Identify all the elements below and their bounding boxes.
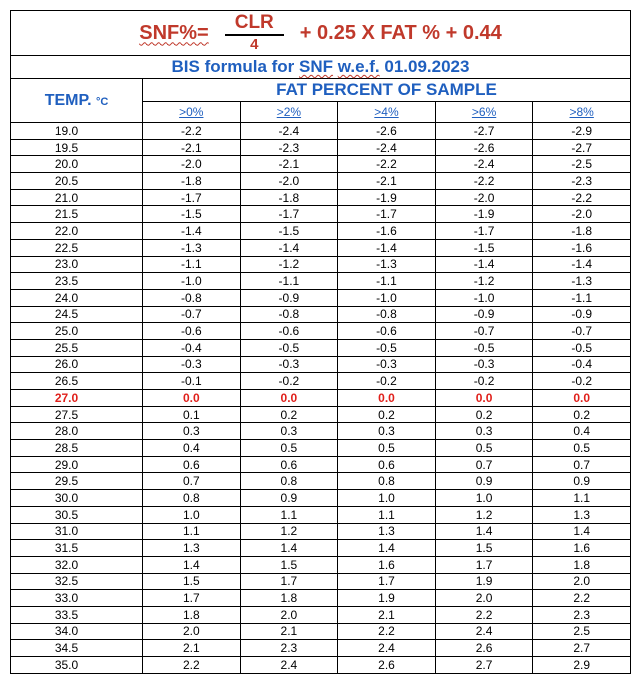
table-row xyxy=(11,256,631,273)
temp-cell: 23.0 xyxy=(11,256,143,273)
correction-cell: 2.7 xyxy=(533,640,631,657)
correction-cell: -2.0 xyxy=(435,189,533,206)
temp-column-header xyxy=(11,79,143,123)
formula-row xyxy=(11,11,631,56)
correction-cell: -2.7 xyxy=(435,123,533,140)
correction-cell: 2.0 xyxy=(533,573,631,590)
correction-cell: 0.5 xyxy=(240,440,338,457)
table-row xyxy=(11,606,631,623)
correction-cell: 1.4 xyxy=(240,540,338,557)
correction-cell: 2.9 xyxy=(533,657,631,674)
correction-cell: 1.0 xyxy=(435,490,533,507)
fat-column-header: >8% xyxy=(533,102,631,123)
correction-cell: -0.9 xyxy=(533,306,631,323)
fat-column-header: >2% xyxy=(240,102,338,123)
temp-cell: 27.5 xyxy=(11,406,143,423)
table-row xyxy=(11,423,631,440)
table-row xyxy=(11,523,631,540)
table-row xyxy=(11,540,631,557)
correction-cell: 0.7 xyxy=(533,456,631,473)
correction-cell: 2.5 xyxy=(533,623,631,640)
table-row xyxy=(11,239,631,256)
fat-column-header: >6% xyxy=(435,102,533,123)
correction-cell: 0.8 xyxy=(240,473,338,490)
correction-cell: -0.4 xyxy=(143,339,241,356)
correction-cell: 0.8 xyxy=(143,490,241,507)
correction-cell: -2.1 xyxy=(338,173,436,190)
correction-cell: -1.7 xyxy=(240,206,338,223)
correction-cell: -1.7 xyxy=(435,223,533,240)
correction-cell: -1.6 xyxy=(533,239,631,256)
correction-cell: -1.4 xyxy=(338,239,436,256)
table-row xyxy=(11,590,631,607)
correction-cell: -0.6 xyxy=(240,323,338,340)
correction-cell: 1.3 xyxy=(143,540,241,557)
temp-cell: 25.0 xyxy=(11,323,143,340)
fat-column-header: >4% xyxy=(338,102,436,123)
temp-cell: 31.5 xyxy=(11,540,143,557)
correction-cell: -1.5 xyxy=(435,239,533,256)
temp-unit: °C xyxy=(95,95,109,108)
temp-cell: 24.0 xyxy=(11,289,143,306)
fat-percent-header: FAT PERCENT OF SAMPLE xyxy=(143,79,631,102)
correction-cell: -0.3 xyxy=(338,356,436,373)
correction-cell: 0.8 xyxy=(338,473,436,490)
correction-cell: -1.4 xyxy=(435,256,533,273)
correction-cell: 2.1 xyxy=(240,623,338,640)
correction-cell: -1.5 xyxy=(240,223,338,240)
correction-cell: -1.0 xyxy=(338,289,436,306)
correction-cell: 2.3 xyxy=(240,640,338,657)
correction-cell: -1.9 xyxy=(338,189,436,206)
correction-cell: 1.8 xyxy=(533,556,631,573)
correction-cell: -2.0 xyxy=(533,206,631,223)
correction-cell: 1.3 xyxy=(338,523,436,540)
correction-cell: 2.3 xyxy=(533,606,631,623)
correction-cell: -0.2 xyxy=(338,373,436,390)
temp-cell: 32.5 xyxy=(11,573,143,590)
correction-cell: -1.1 xyxy=(533,289,631,306)
table-row xyxy=(11,440,631,457)
temp-cell: 20.0 xyxy=(11,156,143,173)
correction-cell: -0.7 xyxy=(435,323,533,340)
correction-cell: -1.7 xyxy=(338,206,436,223)
correction-cell: -0.3 xyxy=(240,356,338,373)
correction-cell: 1.1 xyxy=(240,506,338,523)
correction-cell: -0.8 xyxy=(338,306,436,323)
correction-cell: 0.5 xyxy=(533,440,631,457)
correction-cell: -0.6 xyxy=(143,323,241,340)
temp-cell: 22.0 xyxy=(11,223,143,240)
correction-cell: -0.7 xyxy=(533,323,631,340)
correction-cell: -0.5 xyxy=(533,339,631,356)
correction-cell: -0.2 xyxy=(435,373,533,390)
table-row xyxy=(11,306,631,323)
correction-cell: 1.9 xyxy=(435,573,533,590)
correction-cell: -2.2 xyxy=(143,123,241,140)
temp-cell: 25.5 xyxy=(11,339,143,356)
correction-cell: -2.2 xyxy=(338,156,436,173)
correction-cell: 0.9 xyxy=(533,473,631,490)
correction-cell: -1.8 xyxy=(240,189,338,206)
temp-cell: 29.0 xyxy=(11,456,143,473)
temp-cell: 27.0 xyxy=(11,390,143,407)
correction-cell: 2.2 xyxy=(143,657,241,674)
correction-cell: -1.3 xyxy=(338,256,436,273)
subtitle-part: w.e.f. xyxy=(337,57,380,76)
table-row xyxy=(11,323,631,340)
correction-cell: -0.5 xyxy=(240,339,338,356)
correction-cell: -2.0 xyxy=(240,173,338,190)
correction-cell: 1.9 xyxy=(338,590,436,607)
correction-cell: 0.2 xyxy=(338,406,436,423)
correction-cell: -2.3 xyxy=(533,173,631,190)
correction-cell: 0.2 xyxy=(435,406,533,423)
temp-cell: 30.0 xyxy=(11,490,143,507)
temp-cell: 26.0 xyxy=(11,356,143,373)
correction-cell: -2.5 xyxy=(533,156,631,173)
correction-cell: 1.7 xyxy=(143,590,241,607)
correction-cell: -0.2 xyxy=(533,373,631,390)
correction-cell: -1.3 xyxy=(533,273,631,290)
temp-cell: 23.5 xyxy=(11,273,143,290)
table-row xyxy=(11,156,631,173)
table-row xyxy=(11,406,631,423)
fraction-numerator: CLR xyxy=(225,12,284,36)
correction-cell: -1.5 xyxy=(143,206,241,223)
correction-cell: 0.6 xyxy=(143,456,241,473)
correction-cell: 1.0 xyxy=(338,490,436,507)
correction-cell: 0.5 xyxy=(435,440,533,457)
subtitle-row xyxy=(11,56,631,79)
correction-cell: -1.9 xyxy=(435,206,533,223)
table-row xyxy=(11,640,631,657)
correction-cell: 1.4 xyxy=(435,523,533,540)
correction-cell: 0.2 xyxy=(240,406,338,423)
correction-cell: 0.0 xyxy=(143,390,241,407)
correction-cell: -2.1 xyxy=(143,139,241,156)
temp-cell: 32.0 xyxy=(11,556,143,573)
snf-formula xyxy=(11,11,630,55)
table-row xyxy=(11,289,631,306)
table-row xyxy=(11,339,631,356)
correction-cell: 0.3 xyxy=(435,423,533,440)
temp-cell: 30.5 xyxy=(11,506,143,523)
correction-cell: -0.4 xyxy=(533,356,631,373)
correction-cell: -2.9 xyxy=(533,123,631,140)
correction-cell: 0.0 xyxy=(435,390,533,407)
correction-cell: 0.7 xyxy=(435,456,533,473)
correction-cell: 1.1 xyxy=(143,523,241,540)
subtitle-part: SNF xyxy=(299,57,334,76)
correction-cell: 1.7 xyxy=(435,556,533,573)
temp-cell: 21.5 xyxy=(11,206,143,223)
table-row xyxy=(11,490,631,507)
correction-cell: -2.7 xyxy=(533,139,631,156)
correction-cell: 0.0 xyxy=(240,390,338,407)
correction-cell: 0.4 xyxy=(533,423,631,440)
correction-cell: -2.4 xyxy=(240,123,338,140)
correction-cell: 0.3 xyxy=(240,423,338,440)
temp-cell: 33.0 xyxy=(11,590,143,607)
correction-cell: 2.6 xyxy=(435,640,533,657)
correction-cell: 1.6 xyxy=(533,540,631,557)
correction-cell: 0.3 xyxy=(143,423,241,440)
correction-cell: 2.2 xyxy=(338,623,436,640)
correction-cell: -1.8 xyxy=(143,173,241,190)
table-row xyxy=(11,223,631,240)
temp-cell: 20.5 xyxy=(11,173,143,190)
correction-cell: -0.8 xyxy=(240,306,338,323)
correction-cell: 1.2 xyxy=(435,506,533,523)
correction-cell: -1.6 xyxy=(338,223,436,240)
correction-cell: 1.6 xyxy=(338,556,436,573)
table-row xyxy=(11,189,631,206)
formula-cell xyxy=(11,11,631,56)
correction-cell: 0.3 xyxy=(338,423,436,440)
correction-cell: 2.0 xyxy=(435,590,533,607)
temp-cell: 34.5 xyxy=(11,640,143,657)
table-row xyxy=(11,623,631,640)
correction-cell: 2.1 xyxy=(338,606,436,623)
table-row xyxy=(11,473,631,490)
correction-cell: -1.4 xyxy=(533,256,631,273)
temp-cell: 34.0 xyxy=(11,623,143,640)
correction-cell: 1.2 xyxy=(240,523,338,540)
correction-cell: 1.5 xyxy=(143,573,241,590)
correction-cell: 1.5 xyxy=(435,540,533,557)
correction-cell: -0.8 xyxy=(143,289,241,306)
correction-cell: 1.8 xyxy=(240,590,338,607)
correction-cell: -0.9 xyxy=(240,289,338,306)
correction-cell: 0.9 xyxy=(435,473,533,490)
temp-cell: 35.0 xyxy=(11,657,143,674)
temp-cell: 28.0 xyxy=(11,423,143,440)
fat-header-row xyxy=(11,79,631,102)
correction-cell: 1.1 xyxy=(533,490,631,507)
formula-rhs: + 0.25 X FAT % + 0.44 xyxy=(299,21,502,44)
correction-cell: 0.0 xyxy=(533,390,631,407)
correction-cell: 2.2 xyxy=(533,590,631,607)
correction-cell: -0.3 xyxy=(435,356,533,373)
correction-cell: -1.4 xyxy=(240,239,338,256)
correction-cell: -1.2 xyxy=(240,256,338,273)
correction-cell: 2.6 xyxy=(338,657,436,674)
correction-cell: -1.1 xyxy=(143,256,241,273)
snf-correction-table xyxy=(10,10,631,674)
correction-cell: 0.9 xyxy=(240,490,338,507)
correction-cell: -0.2 xyxy=(240,373,338,390)
temp-cell: 33.5 xyxy=(11,606,143,623)
correction-cell: 1.7 xyxy=(338,573,436,590)
table-row xyxy=(11,356,631,373)
correction-cell: -1.0 xyxy=(435,289,533,306)
correction-cell: 1.7 xyxy=(240,573,338,590)
temp-cell: 22.5 xyxy=(11,239,143,256)
table-row xyxy=(11,456,631,473)
correction-cell: -1.1 xyxy=(338,273,436,290)
correction-cell: -0.5 xyxy=(435,339,533,356)
correction-cell: -2.1 xyxy=(240,156,338,173)
correction-cell: -1.8 xyxy=(533,223,631,240)
correction-cell: -1.0 xyxy=(143,273,241,290)
correction-cell: -1.4 xyxy=(143,223,241,240)
table-row xyxy=(11,390,631,407)
snf-correction-sheet xyxy=(10,10,630,674)
correction-cell: 2.2 xyxy=(435,606,533,623)
correction-cell: 2.4 xyxy=(240,657,338,674)
temp-cell: 31.0 xyxy=(11,523,143,540)
correction-cell: -2.4 xyxy=(435,156,533,173)
correction-cell: 0.1 xyxy=(143,406,241,423)
clr-fraction xyxy=(225,12,284,54)
correction-cell: 1.3 xyxy=(533,506,631,523)
temp-cell: 29.5 xyxy=(11,473,143,490)
correction-cell: -0.9 xyxy=(435,306,533,323)
temp-label: TEMP. xyxy=(44,91,92,109)
correction-cell: -0.6 xyxy=(338,323,436,340)
temp-cell: 24.5 xyxy=(11,306,143,323)
correction-cell: 2.0 xyxy=(143,623,241,640)
correction-cell: 1.1 xyxy=(338,506,436,523)
subtitle xyxy=(11,56,631,79)
correction-cell: -2.4 xyxy=(338,139,436,156)
correction-cell: 0.6 xyxy=(338,456,436,473)
correction-cell: -1.3 xyxy=(143,239,241,256)
table-row xyxy=(11,657,631,674)
correction-cell: 0.2 xyxy=(533,406,631,423)
correction-cell: -0.1 xyxy=(143,373,241,390)
table-row xyxy=(11,273,631,290)
temp-cell: 19.0 xyxy=(11,123,143,140)
correction-cell: 1.4 xyxy=(338,540,436,557)
correction-cell: -2.0 xyxy=(143,156,241,173)
correction-cell: 0.7 xyxy=(143,473,241,490)
correction-cell: 2.4 xyxy=(338,640,436,657)
correction-cell: 0.0 xyxy=(338,390,436,407)
correction-cell: -0.7 xyxy=(143,306,241,323)
table-row xyxy=(11,556,631,573)
correction-cell: 2.1 xyxy=(143,640,241,657)
correction-cell: -0.5 xyxy=(338,339,436,356)
correction-cell: 1.4 xyxy=(533,523,631,540)
correction-cell: -2.3 xyxy=(240,139,338,156)
correction-cell: -1.2 xyxy=(435,273,533,290)
table-row xyxy=(11,506,631,523)
correction-cell: 2.7 xyxy=(435,657,533,674)
fraction-denominator: 4 xyxy=(250,36,259,53)
temp-cell: 28.5 xyxy=(11,440,143,457)
correction-cell: -2.2 xyxy=(435,173,533,190)
correction-cell: -2.6 xyxy=(435,139,533,156)
correction-cell: 2.0 xyxy=(240,606,338,623)
table-row xyxy=(11,139,631,156)
table-row xyxy=(11,123,631,140)
correction-cell: -2.6 xyxy=(338,123,436,140)
temp-cell: 21.0 xyxy=(11,189,143,206)
temp-cell: 19.5 xyxy=(11,139,143,156)
subtitle-part: BIS formula for xyxy=(171,57,300,76)
table-row xyxy=(11,573,631,590)
correction-cell: 0.4 xyxy=(143,440,241,457)
correction-cell: -1.1 xyxy=(240,273,338,290)
table-row xyxy=(11,206,631,223)
temp-cell: 26.5 xyxy=(11,373,143,390)
correction-cell: 1.0 xyxy=(143,506,241,523)
correction-cell: 2.4 xyxy=(435,623,533,640)
formula-lhs: SNF%= xyxy=(139,21,209,44)
correction-cell: -0.3 xyxy=(143,356,241,373)
correction-cell: 0.5 xyxy=(338,440,436,457)
fat-column-header: >0% xyxy=(143,102,241,123)
table-row xyxy=(11,173,631,190)
correction-cell: 1.4 xyxy=(143,556,241,573)
correction-cell: 0.6 xyxy=(240,456,338,473)
table-row xyxy=(11,373,631,390)
subtitle-part: 01.09.2023 xyxy=(379,57,470,76)
correction-cell: 1.5 xyxy=(240,556,338,573)
correction-cell: -1.7 xyxy=(143,189,241,206)
correction-cell: -2.2 xyxy=(533,189,631,206)
correction-cell: 1.8 xyxy=(143,606,241,623)
